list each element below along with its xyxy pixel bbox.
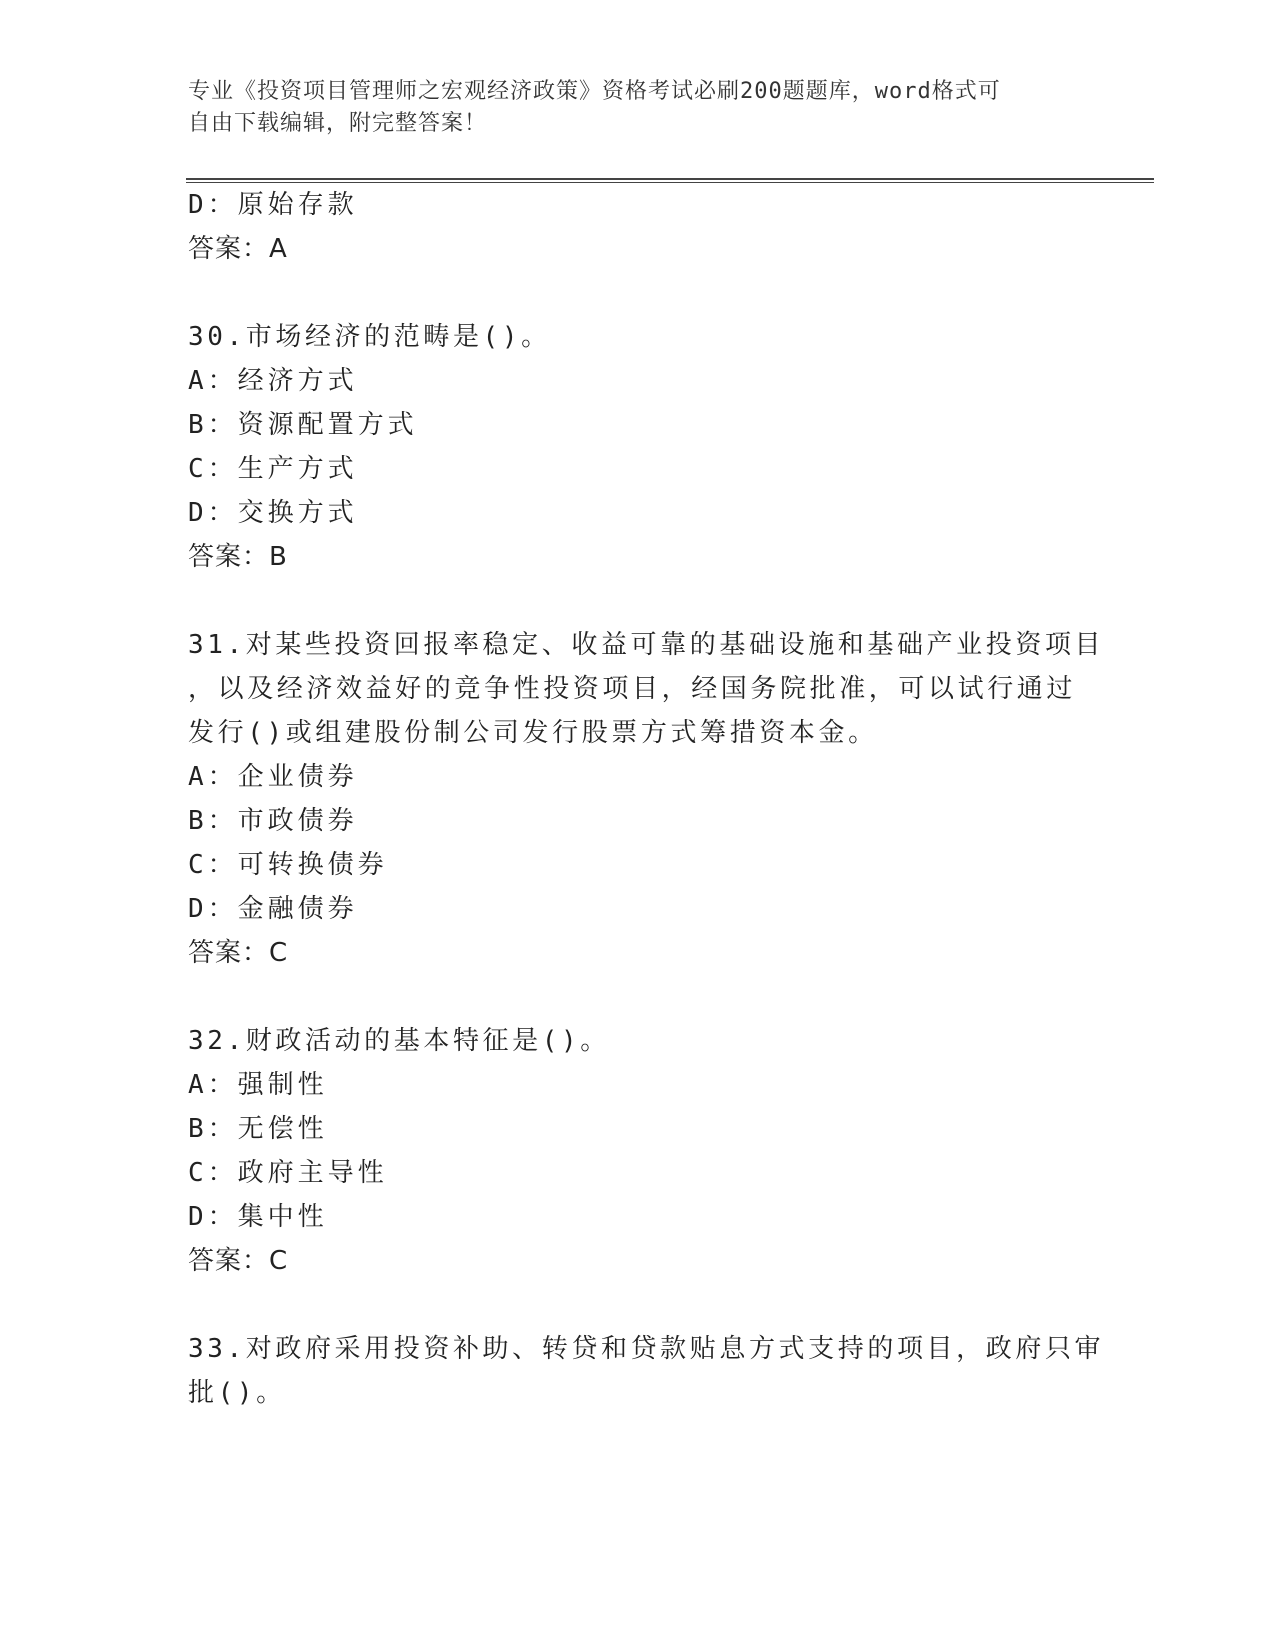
question-32-option-c: C：政府主导性 [188, 1158, 388, 1188]
page-header [188, 76, 1068, 140]
question-31-option-c: C：可转换债券 [188, 850, 388, 880]
answer-line: 答案：A [188, 234, 288, 264]
question-33-stem-line-1: 33.对政府采用投资补助、转贷和贷款贴息方式支持的项目，政府只审 [188, 1334, 1105, 1364]
question-31-option-d: D：金融债券 [188, 894, 358, 924]
question-31-stem-line-2: ，以及经济效益好的竞争性投资项目，经国务院批准，可以试行通过 [188, 674, 1077, 704]
header-title-line-1: 专业《投资项目管理师之宏观经济政策》资格考试必刷200题题库，word格式可 [188, 79, 1001, 104]
question-31-stem-line-3: 发行()或组建股份制公司发行股票方式筹措资本金。 [188, 718, 878, 748]
option-d: D：原始存款 [188, 190, 358, 220]
question-32-option-d: D：集中性 [188, 1202, 328, 1232]
header-title-line-2: 自由下载编辑，附完整答案！ [188, 111, 488, 136]
question-30-option-b: B：资源配置方式 [188, 410, 418, 440]
question-30-option-d: D：交换方式 [188, 498, 358, 528]
question-30-stem: 30.市场经济的范畴是()。 [188, 322, 551, 352]
question-32-answer: 答案：C [188, 1246, 289, 1276]
question-30-answer: 答案：B [188, 542, 288, 572]
question-31-stem-line-1: 31.对某些投资回报率稳定、收益可靠的基础设施和基础产业投资项目 [188, 630, 1105, 660]
question-32-option-a: A：强制性 [188, 1070, 328, 1100]
question-32-option-b: B：无偿性 [188, 1114, 328, 1144]
question-30-option-a: A：经济方式 [188, 366, 358, 396]
question-33-stem-line-2: 批()。 [188, 1378, 286, 1408]
question-30-option-c: C：生产方式 [188, 454, 358, 484]
question-32-stem: 32.财政活动的基本特征是()。 [188, 1026, 610, 1056]
question-31-option-a: A：企业债券 [188, 762, 358, 792]
question-31-option-b: B：市政债券 [188, 806, 358, 836]
header-divider [186, 178, 1154, 183]
question-31-answer: 答案：C [188, 938, 289, 968]
